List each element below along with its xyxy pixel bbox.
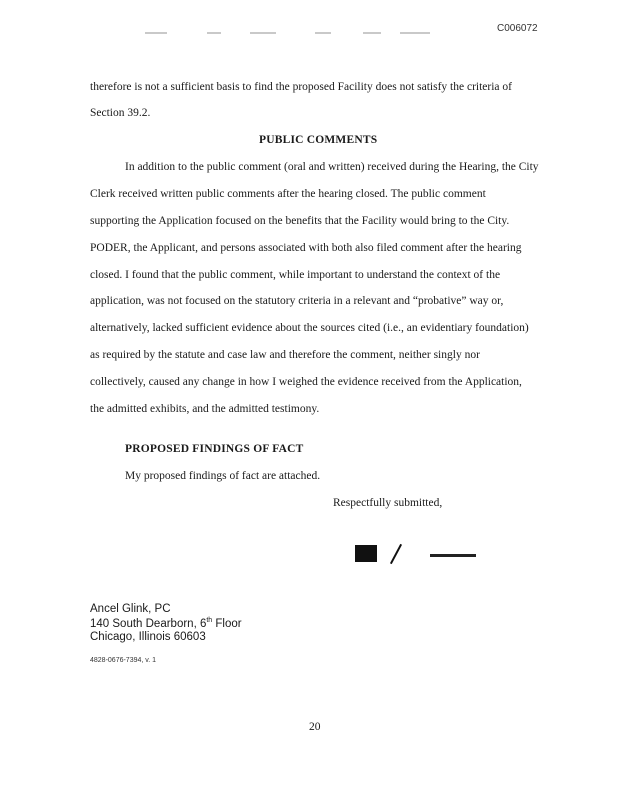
faint-header-mark	[315, 32, 331, 34]
body-line: Clerk received written public comments after the hearing closed. The public comment	[90, 188, 486, 200]
body-line: supporting the Application focused on the benefits that the Facility would bring to the City.	[90, 215, 510, 227]
faint-header-mark	[400, 32, 430, 34]
body-line: closed. I found that the public comment, while important to understand the context of the	[90, 269, 501, 281]
faint-header-mark	[250, 32, 276, 34]
document-id: 4828-0676-7394, v. 1	[90, 657, 157, 664]
faint-header-mark	[207, 32, 221, 34]
body-line: as required by the statute and case law and therefore the comment, neither singly nor	[90, 349, 480, 361]
street-prefix: 140 South Dearborn, 6	[90, 617, 207, 630]
street-address	[90, 617, 242, 630]
street-ordinal: th	[206, 617, 213, 624]
body-line: alternatively, lacked sufficient evidence about the sources cited (i.e., an evidentiary foundation)	[90, 322, 529, 334]
body-line: application, was not focused on the statutory criteria in a relevant and “probative” way or,	[90, 295, 504, 307]
faint-header-mark	[363, 32, 381, 34]
closing-line: Respectfully submitted,	[333, 497, 443, 509]
signature-line	[430, 554, 476, 557]
faint-header-mark	[145, 32, 167, 34]
body-line: Section 39.2.	[90, 107, 151, 119]
street-suffix: Floor	[212, 617, 242, 630]
body-line: collectively, caused any change in how I weighed the evidence received from the Application,	[90, 376, 522, 388]
signature-stroke	[390, 544, 402, 564]
body-line: In addition to the public comment (oral and written) received during the Hearing, the City	[125, 161, 539, 173]
signature-redaction	[355, 545, 377, 562]
bates-number: C006072	[497, 23, 538, 34]
findings-line: My proposed findings of fact are attached.	[125, 470, 321, 482]
body-line: the admitted exhibits, and the admitted testimony.	[90, 403, 320, 415]
city-line: Chicago, Illinois 60603	[90, 631, 206, 643]
firm-name: Ancel Glink, PC	[90, 603, 171, 615]
page-number: 20	[309, 721, 321, 733]
section-heading-findings: PROPOSED FINDINGS OF FACT	[125, 443, 304, 455]
body-line: therefore is not a sufficient basis to find the proposed Facility does not satisfy the criteria of	[90, 81, 512, 93]
section-heading-public-comments: PUBLIC COMMENTS	[259, 134, 378, 146]
body-line: PODER, the Applicant, and persons associated with both also filed comment after the hearing	[90, 242, 522, 254]
